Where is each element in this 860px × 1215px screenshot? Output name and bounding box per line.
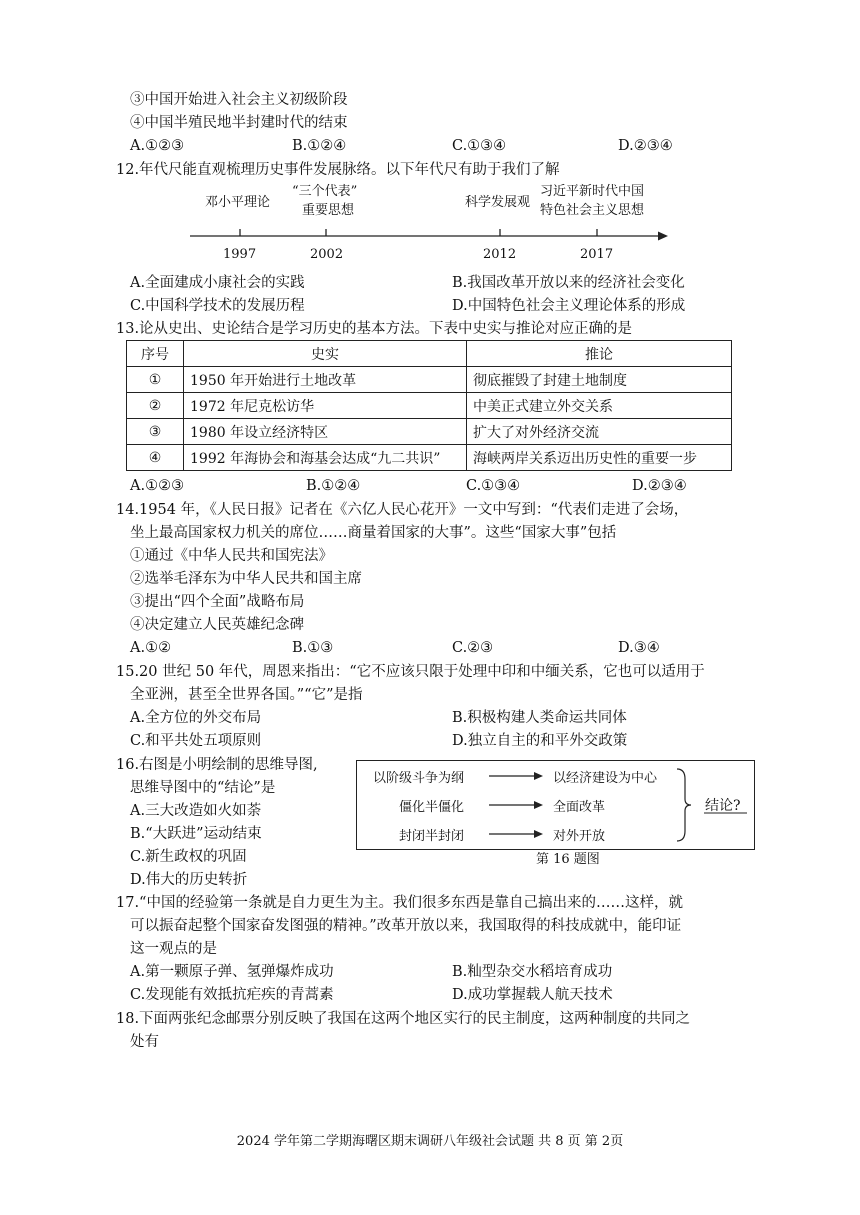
timeline-year-2002: 2002 (310, 247, 344, 262)
row-fact: 1972 年尼克松访华 (184, 393, 467, 419)
timeline-year-1997: 1997 (223, 247, 257, 262)
q13-table (126, 340, 732, 471)
q11-item-4: ④中国半殖民地半封建时代的结束 (130, 115, 348, 131)
q15-option-b[interactable]: B.积极构建人类命运共同体 (452, 710, 627, 726)
timeline-year-2017: 2017 (580, 247, 614, 262)
mindmap-left-3: 封闭半封闭 (399, 829, 465, 844)
q13-stem: 13.论从史出、史论结合是学习历史的基本方法。下表中史实与推论对应正确的是 (116, 321, 633, 337)
q11-item-3: ③中国开始进入社会主义初级阶段 (130, 92, 348, 108)
q17-option-b[interactable]: B.籼型杂交水稻培育成功 (452, 964, 613, 980)
q13-option-a[interactable]: A.①②③ (130, 478, 185, 494)
q12-option-b[interactable]: B.我国改革开放以来的经济社会变化 (452, 275, 685, 291)
row-index: ① (127, 367, 184, 393)
q11-option-d[interactable]: D.②③④ (618, 138, 673, 154)
timeline-label-2012: 科学发展观 (465, 195, 531, 210)
table-header-row (127, 341, 732, 367)
q14-option-c[interactable]: C.②③ (452, 640, 494, 656)
timeline-label-2002-line2: 重要思想 (302, 203, 355, 218)
q16-option-d[interactable]: D.伟大的历史转折 (130, 872, 248, 888)
q17-option-d[interactable]: D.成功掌握载人航天技术 (452, 987, 613, 1003)
timeline-label-1997: 邓小平理论 (205, 195, 271, 210)
table-row (127, 393, 732, 419)
q11-option-a[interactable]: A.①②③ (130, 138, 185, 154)
mindmap-right-3: 对外开放 (553, 829, 606, 844)
q12-timeline (0, 0, 860, 270)
q14-stem-line2: 坐上最高国家权力机关的席位……商量着国家的大事”。这些“国家大事”包括 (130, 525, 617, 541)
q16-option-c[interactable]: C.新生政权的巩固 (130, 849, 247, 865)
q14-item-1: ①通过《中华人民共和国宪法》 (130, 548, 333, 564)
q16-option-b[interactable]: B.“大跃进”运动结束 (130, 826, 262, 842)
q17-option-c[interactable]: C.发现能有效抵抗疟疾的青蒿素 (130, 987, 334, 1003)
q16-figure-caption: 第 16 题图 (536, 852, 600, 867)
page-footer: 2024 学年第二学期海曙区期末调研八年级社会试题 共 8 页 第 2页 (236, 1134, 624, 1149)
row-index: ④ (127, 445, 184, 471)
header-inference: 推论 (467, 341, 732, 367)
q14-item-2: ②选举毛泽东为中华人民共和国主席 (130, 571, 362, 587)
q13-option-b[interactable]: B.①②④ (306, 478, 361, 494)
q18-stem-line1: 18.下面两张纪念邮票分别反映了我国在这两个地区实行的民主制度，这两种制度的共同之 (116, 1011, 691, 1027)
q12-stem: 12.年代尺能直观梳理历史事件发展脉络。以下年代尺有助于我们了解 (116, 162, 560, 178)
q13-option-d[interactable]: D.②③④ (632, 478, 687, 494)
timeline-label-2002-line1: “三个代表” (292, 184, 358, 199)
row-inference: 扩大了对外经济交流 (467, 419, 732, 445)
q14-option-b[interactable]: B.①③ (292, 640, 334, 656)
q13-option-c[interactable]: C.①③④ (466, 478, 521, 494)
q17-option-a[interactable]: A.第一颗原子弹、氢弹爆炸成功 (130, 964, 334, 980)
table-row (127, 445, 732, 471)
q14-option-d[interactable]: D.③④ (618, 640, 660, 656)
q15-stem-line1: 15.20 世纪 50 年代，周恩来指出：“它不应该只限于处理中印和中缅关系，它也可以适用于 (116, 664, 705, 680)
mindmap-left-2: 僵化半僵化 (399, 800, 465, 815)
header-index: 序号 (127, 341, 184, 367)
q17-stem-line2: 可以振奋起整个国家奋发图强的精神。”改革开放以来，我国取得的科技成就中，能印证 (130, 918, 682, 934)
q14-option-a[interactable]: A.①② (130, 640, 172, 656)
mindmap-left-1: 以阶级斗争为纲 (373, 771, 465, 786)
mindmap-right-1: 以经济建设为中心 (553, 771, 658, 786)
row-fact: 1980 年设立经济特区 (184, 419, 467, 445)
header-fact: 史实 (184, 341, 467, 367)
q12-option-a[interactable]: A.全面建成小康社会的实践 (130, 275, 305, 291)
timeline-label-2017-line2: 特色社会主义思想 (540, 203, 645, 218)
q17-stem-line3: 这一观点的是 (130, 941, 217, 957)
q17-stem-line1: 17.“中国的经验第一条就是自力更生为主。我们很多东西是靠自己搞出来的……这样，就 (116, 895, 683, 911)
q16-stem-line1: 16.右图是小明绘制的思维导图, (116, 757, 318, 773)
q15-option-d[interactable]: D.独立自主的和平外交政策 (452, 733, 628, 749)
q12-option-d[interactable]: D.中国特色社会主义理论体系的形成 (452, 298, 686, 314)
row-fact: 1992 年海协会和海基会达成“九二共识” (184, 445, 467, 471)
q15-option-c[interactable]: C.和平共处五项原则 (130, 733, 262, 749)
q11-option-c[interactable]: C.①③④ (452, 138, 507, 154)
q16-stem-line2: 思维导图中的“结论”是 (130, 780, 276, 796)
q11-option-b[interactable]: B.①②④ (292, 138, 347, 154)
q16-mind-map (356, 760, 755, 850)
row-inference: 中美正式建立外交关系 (467, 393, 732, 419)
mindmap-arrows (357, 761, 754, 849)
row-inference: 海峡两岸关系迈出历史性的重要一步 (467, 445, 732, 471)
q15-option-a[interactable]: A.全方位的外交布局 (130, 710, 262, 726)
q14-stem-line1: 14.1954 年，《人民日报》记者在《六亿人民心花开》一文中写到：“代表们走进了会场， (116, 502, 689, 518)
timeline-year-2012: 2012 (483, 247, 517, 262)
timeline-label-2017-line1: 习近平新时代中国 (540, 184, 645, 199)
q14-item-4: ④决定建立人民英雄纪念碑 (130, 617, 304, 633)
timeline-axis (0, 0, 860, 270)
table-row (127, 419, 732, 445)
row-index: ② (127, 393, 184, 419)
q12-option-c[interactable]: C.中国科学技术的发展历程 (130, 298, 305, 314)
table-row (127, 367, 732, 393)
row-inference: 彻底摧毁了封建土地制度 (467, 367, 732, 393)
row-fact: 1950 年开始进行土地改革 (184, 367, 467, 393)
q14-item-3: ③提出“四个全面”战略布局 (130, 594, 305, 610)
q16-option-a[interactable]: A.三大改造如火如荼 (130, 803, 262, 819)
mindmap-conclusion: 结论? (705, 798, 741, 814)
q15-stem-line2: 全亚洲，甚至全世界各国。”“它”是指 (130, 687, 363, 703)
row-index: ③ (127, 419, 184, 445)
mindmap-right-2: 全面改革 (553, 800, 606, 815)
q18-stem-line2: 处有 (130, 1034, 159, 1050)
